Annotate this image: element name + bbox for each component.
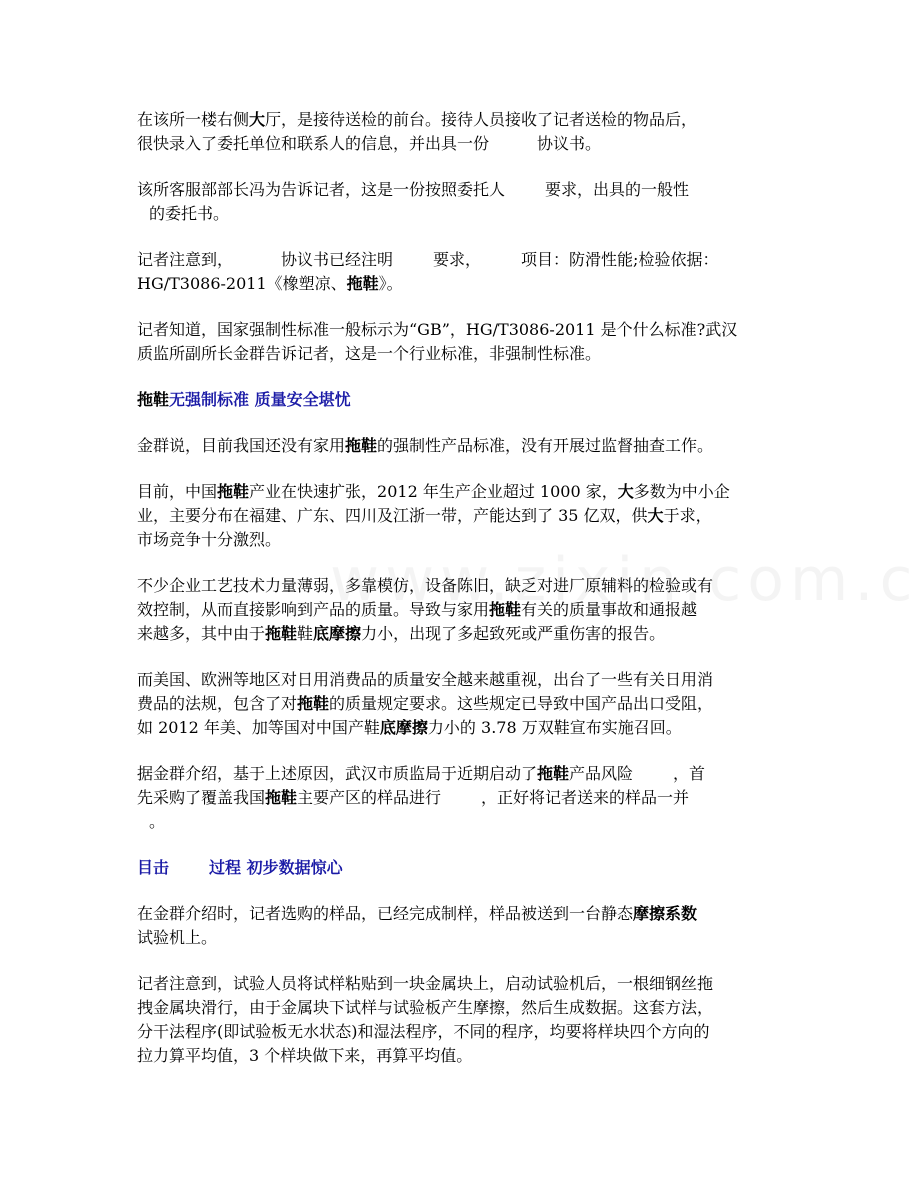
paragraph-3: 记者注意到， 协议书已经注明 要求， 项目：防滑性能;检验依据： HG/T3086-2011《橡塑凉、拖鞋》。 — [137, 250, 719, 293]
paragraph-5: 金群说，目前我国还没有家用拖鞋的强制性产品标准，没有开展过监督抽查工作。 — [137, 436, 714, 455]
paragraph-9: 据金群介绍，基于上述原因，武汉市质监局于近期启动了拖鞋产品风险 ，首 先采购了覆盖我国拖鞋主要产区的样品进行 ，正好将记者送来的样品一并 。 — [137, 764, 706, 831]
section-heading-witness-process: 目击 过程 初步数据惊心 — [137, 858, 343, 877]
paragraph-7: 不少企业工艺技术力量薄弱，多靠模仿，设备陈旧，缺乏对进厂原辅料的检验或有 效控制，从而直接影响到产品的质量。导致与家用拖鞋有关的质量事故和通报越 来越多，其中由于拖鞋鞋底摩擦力小，出现了多起致死或严重伤害的报告。 — [137, 576, 714, 643]
document-body — [137, 108, 817, 1090]
section-heading-no-mandatory-standard: 拖鞋无强制标准 质量安全堪忧 — [137, 390, 351, 409]
paragraph-1: 在该所一楼右侧大厅，是接待送检的前台。接待人员接收了记者送检的物品后， 很快录入了委托单位和联系人的信息，并出具一份 协议书。 — [137, 110, 698, 153]
paragraph-8: 而美国、欧洲等地区对日用消费品的质量安全越来越重视，出台了一些有关日用消 费品的法规，包含了对拖鞋的质量规定要求。这些规定已导致中国产品出口受阻， 如 2012 年美、加等国对中国产鞋底摩擦力小的 3.78 万双鞋宣布实施召回。 — [137, 670, 714, 737]
paragraph-11: 记者注意到，试验人员将试样粘贴到一块金属块上，启动试验机后，一根细钢丝拖 拽金属块滑行，由于金属块下试样与试验板产生摩擦，然后生成数据。这套方法， 分干法程序(即试验板无水状态)和湿法程序，不同的程序，均要将样块四个方向的 拉力算平均值，3 个样块做下来，再算平均值。 — [137, 974, 714, 1065]
paragraph-2: 该所客服部部长冯为告诉记者，这是一份按照委托人 要求，出具的一般性 的委托书。 — [137, 180, 690, 223]
paragraph-6: 目前，中国拖鞋产业在快速扩张，2012 年生产企业超过 1000 家，大多数为中小企 业，主要分布在福建、广东、四川及江浙一带，产能达到了 35 亿双，供大于求， 市场竞争十分激烈。 — [137, 482, 730, 549]
paragraph-4: 记者知道，国家强制性标准一般标示为“GB”，HG/T3086-2011 是个什么标准?武汉 质监所副所长金群告诉记者，这是一个行业标准，非强制性标准。 — [137, 320, 738, 363]
paragraph-10: 在金群介绍时，记者选购的样品，已经完成制样，样品被送到一台静态摩擦系数 试验机上。 — [137, 904, 698, 947]
